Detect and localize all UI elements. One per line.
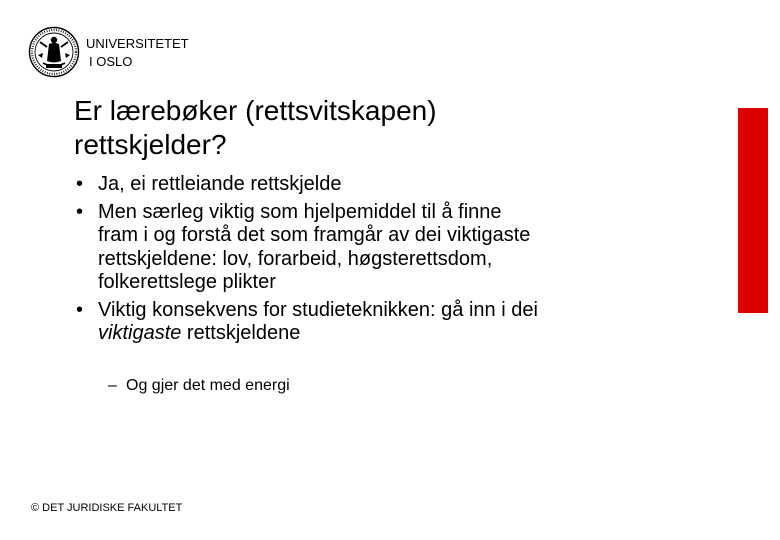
bullet-text: Ja, ei rettleiande rettskjelde <box>98 173 342 195</box>
bullet-list <box>74 173 714 350</box>
sub-bullet <box>108 376 290 396</box>
accent-bar <box>738 108 768 313</box>
bullet-marker: • <box>76 298 84 321</box>
bullet-text-rest: rettskjeldene <box>181 322 301 344</box>
slide-title <box>74 94 437 162</box>
university-seal-icon <box>28 25 80 79</box>
institution-name <box>86 35 189 71</box>
bullet-text-line: Viktig konsekvens for studieteknikken: gå inn i dei <box>98 298 538 321</box>
footer-copyright: © DET JURIDISKE FAKULTET <box>31 502 183 514</box>
institution-name-line-2: I OSLO <box>89 54 133 69</box>
sub-bullet-marker: – <box>108 377 117 394</box>
bullet-text-line: rettskjeldene: lov, forarbeid, høgsterettsdom, <box>98 247 493 270</box>
list-item <box>74 201 714 295</box>
slide-title-line-1: Er lærebøker (rettsvitskapen) <box>74 95 437 126</box>
sub-bullet-text: Og gjer det med energi <box>126 377 290 394</box>
bullet-marker: • <box>76 173 84 195</box>
institution-name-line-1: UNIVERSITETET <box>86 36 189 51</box>
emphasized-word: viktigaste <box>98 322 182 344</box>
list-item <box>74 299 714 346</box>
slide-title-line-2: rettskjelder? <box>74 129 227 160</box>
bullet-text-line: folkerettslege plikter <box>98 271 276 293</box>
bullet-text-line <box>98 322 714 346</box>
bullet-text-line: fram i og forstå det som framgår av dei viktigaste <box>98 224 531 246</box>
bullet-text-line: Men særleg viktig som hjelpemiddel til å finne <box>98 200 502 223</box>
bullet-marker: • <box>76 200 84 223</box>
list-item <box>74 173 714 197</box>
